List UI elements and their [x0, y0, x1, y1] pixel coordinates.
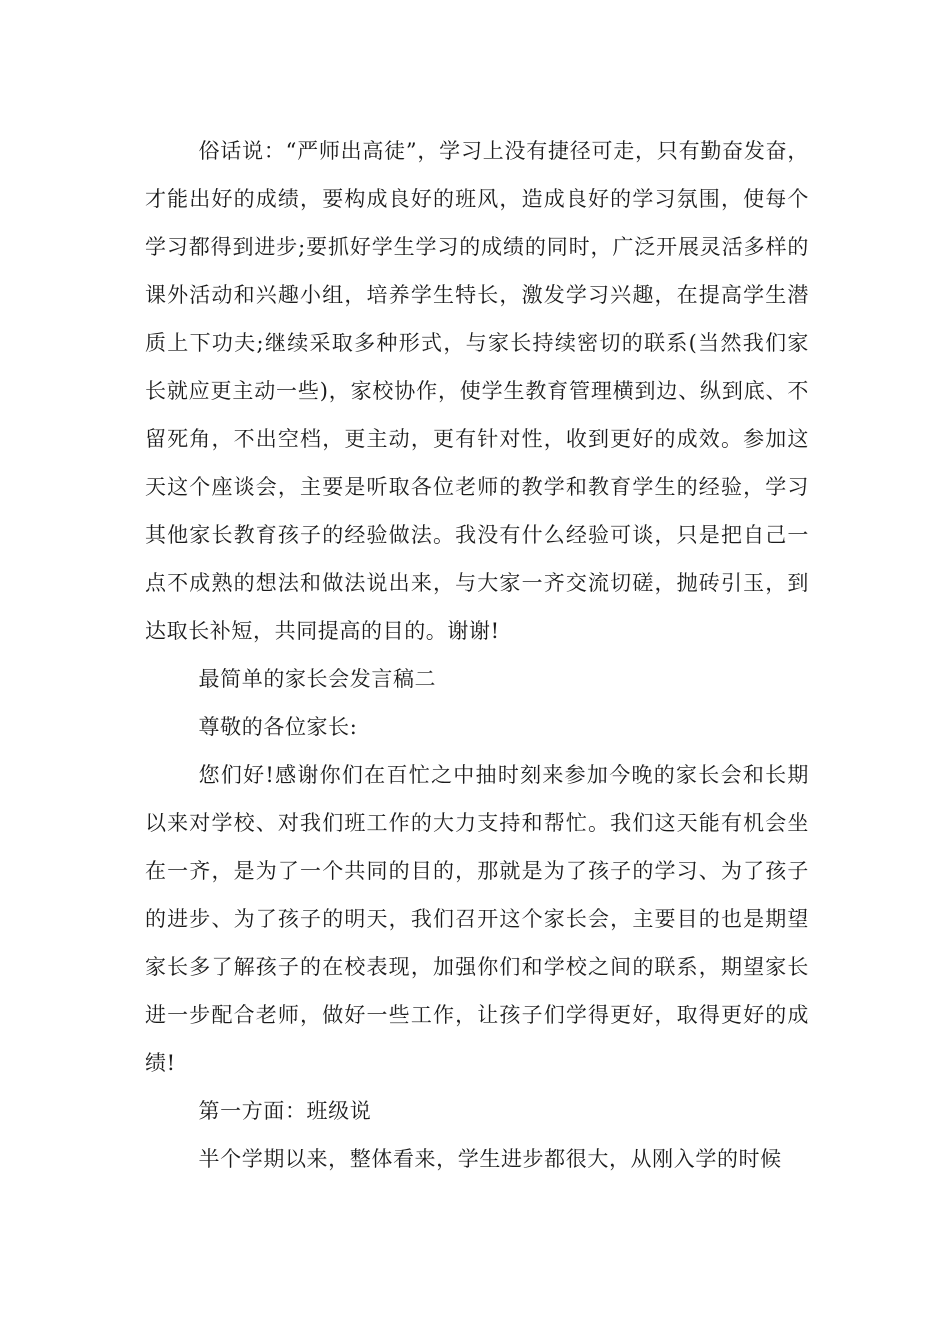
paragraph-1: 俗话说：“严师出高徒”，学习上没有捷径可走，只有勤奋发奋，才能出好的成绩，要构成良好的班风，造成良好的学习氛围，使每个学习都得到进步;要抓好学生学习的成绩的同时，广泛开展灵活多样的课外活动和兴趣小组，培养学生特长，激发学习兴趣，在提高学生潜质上下功夫;继续采取多种形式，与家长持续密切的联系(当然我们家长就应更主动一些)，家校协作，使学生教育管理横到边、纵到底、不留死角，不出空档，更主动，更有针对性，收到更好的成效。参加这天这个座谈会，主要是听取各位老师的教学和教育学生的经验，学习其他家长教育孩子的经验做法。我没有什么经验可谈，只是把自己一点不成熟的想法和做法说出来，与大家一齐交流切磋，抛砖引玉，到达取长补短，共同提高的目的。谢谢!: [145, 139, 809, 643]
section-heading: 最简单的家长会发言稿二: [198, 667, 437, 691]
subsection-heading: 第一方面：班级说: [198, 1099, 372, 1123]
paragraph-3: 半个学期以来，整体看来，学生进步都很大，从刚入学的时候: [198, 1147, 782, 1171]
document-body: [145, 127, 809, 1183]
salutation: 尊敬的各位家长:: [198, 715, 358, 739]
paragraph-2: 您们好!感谢你们在百忙之中抽时刻来参加今晚的家长会和长期以来对学校、对我们班工作的大力支持和帮忙。我们这天能有机会坐在一齐，是为了一个共同的目的，那就是为了孩子的学习、为了孩子的进步、为了孩子的明天，我们召开这个家长会，主要目的也是期望家长多了解孩子的在校表现，加强你们和学校之间的联系，期望家长进一步配合老师，做好一些工作，让孩子们学得更好，取得更好的成绩!: [145, 763, 809, 1075]
